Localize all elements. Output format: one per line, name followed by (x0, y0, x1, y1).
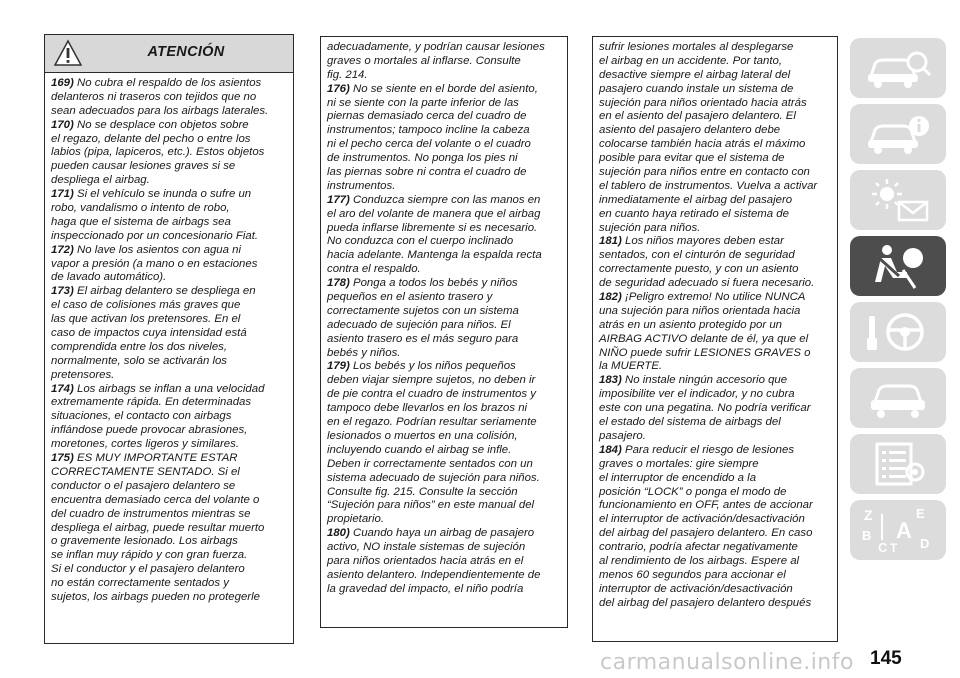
text-line (51, 480, 287, 494)
line-text: Si el conductor y el pasajero delantero (51, 563, 245, 576)
line-text: AIRBAG ACTIVO delante de él, ya que el (599, 332, 809, 345)
text-line (599, 263, 831, 277)
text-line (51, 327, 287, 341)
text-line (51, 577, 287, 591)
text-line (599, 83, 831, 97)
line-text: sistema adecuado de sujeción para niños. (327, 471, 540, 484)
text-line (327, 527, 561, 541)
text-line (51, 563, 287, 577)
note-number: 176) (327, 82, 350, 95)
line-text: posible para evitar que el sistema de (599, 152, 785, 165)
car-search-icon (863, 46, 933, 90)
text-line (51, 591, 287, 605)
line-text: tampoco debe llevarlos en los brazos ni (327, 402, 528, 415)
text-line (51, 216, 287, 230)
line-text: contrario, podría afectar negativamente (599, 541, 798, 554)
line-text: sentados, con el cinturón de seguridad (599, 249, 795, 262)
text-line (327, 444, 561, 458)
line-text: piernas demasiado cerca del cuadro de (327, 110, 527, 123)
text-line (51, 396, 287, 410)
line-text: Si el vehículo se inunda o sufre un (76, 188, 252, 201)
text-column-1 (44, 72, 294, 644)
text-line (51, 91, 287, 105)
text-line (327, 124, 561, 138)
line-text: robo, vandalismo o intento de robo, (51, 202, 230, 215)
line-text: sufrir lesiones mortales al desplegarse (599, 41, 794, 53)
text-line (599, 527, 831, 541)
line-text: despliega el airbag. (51, 174, 150, 187)
note-number: 175) (51, 452, 74, 465)
index-letter-z: Z (864, 507, 873, 523)
text-line (327, 486, 561, 500)
note-number: 170) (51, 118, 74, 131)
text-line (327, 513, 561, 527)
line-text: el caso de colisiones más graves que (51, 299, 241, 312)
text-line (599, 388, 831, 402)
text-line (599, 360, 831, 374)
line-text: Los bebés y los niños pequeños (352, 360, 516, 373)
line-text: el interruptor de activación/desactivación (599, 513, 805, 526)
text-line (327, 499, 561, 513)
line-text: correctamente sujetos con un sistema (327, 304, 519, 317)
line-text: de instrumentos. No ponga los pies ni (327, 152, 518, 165)
text-line (51, 313, 287, 327)
text-line (51, 258, 287, 272)
text-line (327, 458, 561, 472)
line-text: bebés y niños. (327, 346, 401, 359)
car-service-icon (863, 376, 933, 420)
line-text: posición “LOCK” o ponga el modo de (599, 485, 787, 498)
tab-technical-data[interactable] (850, 434, 946, 494)
line-text: en el regazo. Podrían resultar seriamente (327, 416, 537, 429)
line-text: normalmente, solo se activarán los (51, 354, 228, 367)
text-line (327, 166, 561, 180)
line-text: hacia adelante. Mantenga la espalda recta (327, 249, 542, 262)
text-line (599, 138, 831, 152)
text-line (327, 222, 561, 236)
note-number: 172) (51, 243, 74, 256)
note-number: 169) (51, 77, 74, 89)
text-line (599, 458, 831, 472)
line-text: instrumentos; tampoco incline la cabeza (327, 124, 530, 137)
note-number: 183) (599, 374, 622, 387)
text-line (599, 472, 831, 486)
line-text: pueden causar lesiones graves si se (51, 160, 236, 173)
line-text: se inflan muy rápido y con gran fuerza. (51, 549, 248, 562)
line-text: del airbag del pasajero delantero después (599, 596, 812, 609)
text-line (51, 494, 287, 508)
text-line (327, 69, 561, 83)
text-line (599, 416, 831, 430)
line-text: ni se siente con la parte inferior de las (327, 96, 519, 109)
text-line (599, 235, 831, 249)
line-text: encuentra demasiado cerca del volante o (51, 493, 260, 506)
line-text: asiento delantero. Independientemente de (327, 568, 541, 581)
index-letter-t: T (890, 541, 898, 555)
text-line (51, 285, 287, 299)
line-text: delanteros ni traseros con tejidos que no (51, 90, 257, 103)
note-number: 180) (327, 527, 350, 540)
text-line (51, 466, 287, 480)
steering-wheel-key-icon (863, 308, 933, 356)
line-text: CORRECTAMENTE SENTADO. Si el (51, 465, 240, 478)
warning-title: ATENCIÓN (147, 44, 225, 60)
text-line (599, 291, 831, 305)
line-text: No instale ningún accesorio que (624, 374, 788, 387)
car-info-icon (863, 112, 933, 156)
line-text: moretones, cortes ligeros y similares. (51, 438, 240, 451)
watermark: carmanualsonline.info (600, 650, 854, 675)
note-number: 178) (327, 277, 350, 290)
line-text: No lave los asientos con agua ni (76, 243, 241, 256)
text-line (51, 271, 287, 285)
line-text: atrás en un asiento protegido por un (599, 318, 783, 331)
line-text: No cubra el respaldo de los asientos (76, 77, 262, 89)
text-line (51, 230, 287, 244)
page-number: 145 (870, 648, 902, 669)
line-text: situaciones, el contacto con airbags (51, 410, 232, 423)
warning-lights-icon (863, 176, 933, 224)
line-text: activo, NO instale sistemas de sujeción (327, 541, 526, 554)
line-text: del cuadro de instrumentos mientras se (51, 507, 251, 520)
line-text: la MUERTE. (599, 360, 663, 373)
text-line (51, 438, 287, 452)
text-line (327, 402, 561, 416)
text-line (599, 569, 831, 583)
text-line (327, 333, 561, 347)
line-text: labios (pipa, lapiceros, etc.). Estos objetos (51, 146, 265, 159)
text-line (51, 299, 287, 313)
line-text: fig. 214. (327, 68, 368, 81)
line-text: el interruptor de encendido a la (599, 471, 757, 484)
line-text: pasajero. (599, 429, 646, 442)
tab-starting-driving[interactable] (850, 302, 946, 362)
line-text: menos 60 segundos para accionar el (599, 568, 786, 581)
line-text: en el asiento del pasajero delantero. El (599, 110, 796, 123)
line-text: en cuanto haya retirado el sistema de (599, 207, 789, 220)
line-text: vapor a presión (a mano o en estaciones (51, 257, 258, 270)
warning-header (44, 34, 294, 72)
text-line (599, 208, 831, 222)
note-number: 181) (599, 235, 622, 248)
line-text: al rendimiento de los airbags. Espere al (599, 554, 800, 567)
text-line (327, 472, 561, 486)
line-text: ¡Peligro extremo! No utilice NUNCA (624, 291, 806, 304)
line-text: incluyendo cuando el airbag se infle. (327, 443, 512, 456)
line-text: pasajero cuando instale un sistema de (599, 82, 794, 95)
line-text: o gravemente lesionado. Los airbags (51, 535, 238, 548)
line-text: adecuado de sujeción para niños. El (327, 318, 511, 331)
line-text: sean adecuados para los airbags laterales. (51, 104, 269, 117)
line-text: Los airbags se inflan a una velocidad (76, 382, 265, 395)
line-text: extremamente rápida. En determinadas (51, 396, 252, 409)
text-line (599, 55, 831, 69)
line-text: Para reducir el riesgo de lesiones (624, 443, 795, 456)
text-column-2 (320, 36, 568, 628)
line-text: sujeción para niños entre en contacto con (599, 166, 810, 179)
chapter-tabs (850, 38, 946, 566)
line-text: inmediatamente el airbag del pasajero (599, 193, 793, 206)
text-line (51, 244, 287, 258)
line-text: adecuadamente, y podrían causar lesiones (327, 41, 545, 53)
line-text: de seguridad adecuado si fuera necesario. (599, 277, 815, 290)
line-text: pueda inflarse libremente si es necesario. (327, 221, 538, 234)
line-text: desactive siempre el airbag lateral del (599, 68, 791, 81)
index-letter-b: B (862, 528, 872, 543)
text-line (599, 555, 831, 569)
line-text: Los niños mayores deben estar (624, 235, 784, 248)
line-text: caso de impactos cuya intensidad está (51, 327, 247, 340)
text-line (327, 360, 561, 374)
text-line (327, 263, 561, 277)
text-line (327, 374, 561, 388)
line-text: funcionamiento en OFF, antes de accionar (599, 499, 813, 512)
line-text: conductor o el pasajero delantero se (51, 479, 236, 492)
line-text: sujetos, los airbags pueden no protegerle (51, 590, 260, 603)
text-line (51, 508, 287, 522)
text-line (51, 202, 287, 216)
text-column-3 (592, 36, 838, 642)
line-text: ES MUY IMPORTANTE ESTAR (76, 452, 238, 465)
line-text: Deben ir correctamente sentados con un (327, 457, 533, 470)
text-line (51, 522, 287, 536)
airbag-seat-icon (863, 242, 933, 290)
text-line (327, 569, 561, 583)
text-line (51, 383, 287, 397)
line-text: No se siente en el borde del asiento, (352, 82, 538, 95)
line-text: inspeccionado por un concesionario Fiat. (51, 229, 259, 242)
text-line (599, 97, 831, 111)
text-line (327, 388, 561, 402)
note-number: 179) (327, 360, 350, 373)
column-2-text (327, 41, 561, 597)
text-line (599, 222, 831, 236)
text-line (327, 110, 561, 124)
text-line (599, 541, 831, 555)
line-text: una sujeción para niños orientada hacia (599, 304, 801, 317)
line-text: graves o mortales al inflarse. Consulte (327, 54, 521, 67)
technical-data-icon (863, 440, 933, 488)
note-number: 184) (599, 443, 622, 456)
line-text: correctamente puesto, y con un asiento (599, 263, 799, 276)
text-line (327, 55, 561, 69)
line-text: interruptor de activación/desactivación (599, 582, 793, 595)
line-text: Conduzca siempre con las manos en (352, 193, 541, 206)
tab-car-search[interactable] (850, 38, 946, 98)
line-text: de lavado automático). (51, 271, 167, 284)
note-number: 182) (599, 291, 622, 304)
text-line (51, 188, 287, 202)
line-text: el tablero de instrumentos. Vuelva a activar (599, 179, 818, 192)
text-line (599, 402, 831, 416)
line-text: las piernas sobre ni contra el cuadro de (327, 166, 527, 179)
text-line (599, 110, 831, 124)
line-text: el estado del sistema de airbags del (599, 416, 781, 429)
line-text: este con una pegatina. No podría verificar (599, 402, 811, 415)
index-letter-e: E (916, 506, 925, 521)
text-line (327, 41, 561, 55)
line-text: despliega el airbag, puede resultar muerto (51, 521, 265, 534)
line-text: las que activan los pretensores. En el (51, 313, 241, 326)
note-number: 177) (327, 193, 350, 206)
line-text: propietario. (327, 513, 384, 526)
text-line (327, 180, 561, 194)
text-line (327, 194, 561, 208)
text-line (599, 41, 831, 55)
text-line (51, 341, 287, 355)
tab-warning-lights[interactable] (850, 170, 946, 230)
text-line (327, 235, 561, 249)
index-letter-a: A (896, 518, 912, 543)
line-text: No conduzca con el cuerpo inclinado (327, 235, 514, 248)
tab-alphabetical-index[interactable] (850, 500, 946, 560)
text-line (599, 444, 831, 458)
line-text: Cuando haya un airbag de pasajero (352, 527, 535, 540)
line-text: el regazo, delante del pecho o entre los (51, 132, 251, 145)
text-line (599, 194, 831, 208)
text-line (599, 333, 831, 347)
line-text: sujeción para niños orientado hacia atrás (599, 96, 807, 109)
index-letter-d: D (920, 536, 930, 551)
tab-car-info[interactable] (850, 104, 946, 164)
text-line (51, 146, 287, 160)
line-text: el aro del volante de manera que el airbag (327, 207, 541, 220)
column-1-text (51, 77, 287, 605)
line-text: de pie contra el cuadro de instrumentos y (327, 388, 536, 401)
text-line (51, 160, 287, 174)
text-line (599, 152, 831, 166)
text-line (327, 208, 561, 222)
text-line (51, 369, 287, 383)
line-text: lesionados o muertos en una colisión, (327, 429, 518, 442)
text-line (599, 597, 831, 611)
line-text: asiento trasero es el más seguro para (327, 332, 519, 345)
line-text: imposibilite ver el indicador, y no cubra (599, 388, 795, 401)
line-text: colocarse también hacia atrás el máximo (599, 138, 806, 151)
text-line (51, 452, 287, 466)
line-text: El airbag delantero se despliega en (76, 285, 256, 298)
text-line (599, 430, 831, 444)
line-text: para niños orientados hacia atrás en el (327, 554, 524, 567)
text-line (327, 152, 561, 166)
text-line (327, 319, 561, 333)
text-line (51, 549, 287, 563)
text-line (599, 69, 831, 83)
text-line (327, 305, 561, 319)
text-line (327, 138, 561, 152)
line-text: el airbag en un accidente. Por tanto, (599, 54, 783, 67)
text-line (599, 124, 831, 138)
text-line (327, 347, 561, 361)
line-text: deben viajar siempre sujetos, no deben ir (327, 374, 536, 387)
note-number: 174) (51, 382, 74, 395)
text-line (51, 410, 287, 424)
text-line (327, 83, 561, 97)
line-text: Consulte fig. 215. Consulte la sección (327, 485, 518, 498)
line-text: Ponga a todos los bebés y niños (352, 277, 518, 290)
text-line (599, 305, 831, 319)
text-line (51, 77, 287, 91)
tab-airbag-safety[interactable] (850, 236, 946, 296)
line-text: No se desplace con objetos sobre (76, 118, 249, 131)
line-text: la gravedad del impacto, el niño podría (327, 582, 524, 595)
line-text: instrumentos. (327, 179, 396, 192)
text-line (51, 119, 287, 133)
text-line (327, 555, 561, 569)
text-line (327, 277, 561, 291)
tab-car-service[interactable] (850, 368, 946, 428)
text-line (599, 583, 831, 597)
line-text: graves o mortales: gire siempre (599, 457, 759, 470)
text-line (599, 249, 831, 263)
index-letter-c: C (878, 540, 888, 555)
text-line (327, 97, 561, 111)
text-line (599, 513, 831, 527)
line-text: del airbag del pasajero delantero. En caso (599, 527, 813, 540)
line-text: sujeción para niños. (599, 221, 701, 234)
line-text: asiento del pasajero delantero debe (599, 124, 781, 137)
note-number: 171) (51, 188, 74, 201)
column-3-text (599, 41, 831, 611)
line-text: inflándose puede provocar abrasiones, (51, 424, 248, 437)
text-line (327, 249, 561, 263)
line-text: comprendida entre los dos niveles, (51, 340, 228, 353)
line-text: ni el pecho cerca del volante o el cuadro (327, 138, 531, 151)
text-line (599, 499, 831, 513)
line-text: no están correctamente sentados y (51, 577, 229, 590)
text-line (327, 291, 561, 305)
text-line (327, 416, 561, 430)
text-line (51, 355, 287, 369)
text-line (51, 424, 287, 438)
line-text: contra el respaldo. (327, 263, 421, 276)
text-line (327, 541, 561, 555)
text-line (599, 486, 831, 500)
line-text: “Sujeción para niños” en este manual del (327, 499, 535, 512)
text-line (327, 583, 561, 597)
text-line (599, 319, 831, 333)
note-number: 173) (51, 285, 74, 298)
alphabetical-index-icon (858, 504, 938, 556)
text-line (51, 174, 287, 188)
text-line (599, 277, 831, 291)
line-text: pretensores. (51, 368, 115, 381)
text-line (599, 166, 831, 180)
line-text: NIÑO puede sufrir LESIONES GRAVES o (599, 346, 811, 359)
text-line (599, 180, 831, 194)
text-line (51, 133, 287, 147)
text-line (599, 374, 831, 388)
line-text: haga que el sistema de airbags sea (51, 215, 231, 228)
text-line (327, 430, 561, 444)
text-line (51, 105, 287, 119)
text-line (599, 347, 831, 361)
line-text: pequeños en el asiento trasero y (327, 291, 493, 304)
text-line (51, 535, 287, 549)
